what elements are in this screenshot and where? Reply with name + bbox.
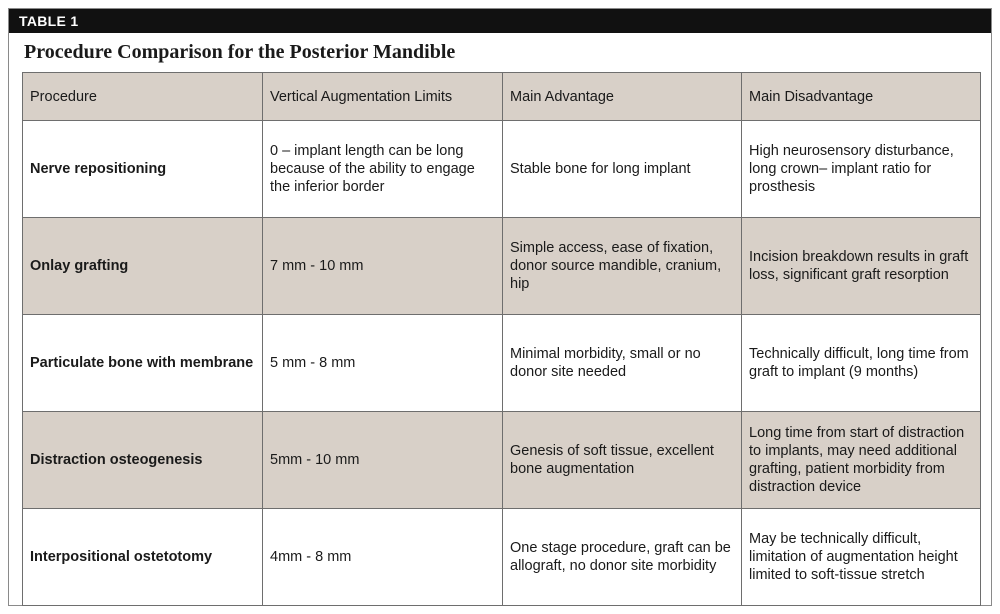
cell-advantage: One stage procedure, graft can be allograft, no donor site morbidity xyxy=(503,509,742,606)
cell-procedure: Interpositional ostetotomy xyxy=(23,509,263,606)
cell-limits: 4mm - 8 mm xyxy=(263,509,503,606)
header-main-advantage: Main Advantage xyxy=(503,73,742,121)
cell-limits: 7 mm - 10 mm xyxy=(263,218,503,315)
cell-limits: 0 – implant length can be long because of the ability to engage the inferior border xyxy=(263,121,503,218)
header-main-disadvantage: Main Disadvantage xyxy=(742,73,981,121)
cell-procedure: Onlay grafting xyxy=(23,218,263,315)
cell-disadvantage: High neurosensory disturbance, long crown– implant ratio for prosthesis xyxy=(742,121,981,218)
cell-disadvantage: Incision breakdown results in graft loss, significant graft resorption xyxy=(742,218,981,315)
cell-disadvantage: May be technically difficult, limitation of augmentation height limited to soft-tissue stretch xyxy=(742,509,981,606)
cell-advantage: Genesis of soft tissue, excellent bone augmentation xyxy=(503,412,742,509)
cell-advantage: Minimal morbidity, small or no donor site needed xyxy=(503,315,742,412)
table-figure xyxy=(8,8,992,606)
table-title: Procedure Comparison for the Posterior Mandible xyxy=(24,41,456,63)
procedure-comparison-table xyxy=(22,72,981,606)
cell-advantage: Stable bone for long implant xyxy=(503,121,742,218)
table-row xyxy=(23,218,981,315)
header-vertical-augmentation-limits: Vertical Augmentation Limits xyxy=(263,73,503,121)
cell-disadvantage: Technically difficult, long time from graft to implant (9 months) xyxy=(742,315,981,412)
cell-procedure: Nerve repositioning xyxy=(23,121,263,218)
cell-limits: 5mm - 10 mm xyxy=(263,412,503,509)
cell-limits: 5 mm - 8 mm xyxy=(263,315,503,412)
cell-procedure: Distraction osteogenesis xyxy=(23,412,263,509)
table-row xyxy=(23,121,981,218)
table-row xyxy=(23,509,981,606)
table-row xyxy=(23,412,981,509)
cell-advantage: Simple access, ease of fixation, donor source mandible, cranium, hip xyxy=(503,218,742,315)
table-row xyxy=(23,315,981,412)
header-procedure: Procedure xyxy=(23,73,263,121)
table-label: TABLE 1 xyxy=(9,9,991,33)
header-row xyxy=(23,73,981,121)
cell-disadvantage: Long time from start of distraction to implants, may need additional grafting, patient morbidity from distraction device xyxy=(742,412,981,509)
cell-procedure: Particulate bone with membrane xyxy=(23,315,263,412)
